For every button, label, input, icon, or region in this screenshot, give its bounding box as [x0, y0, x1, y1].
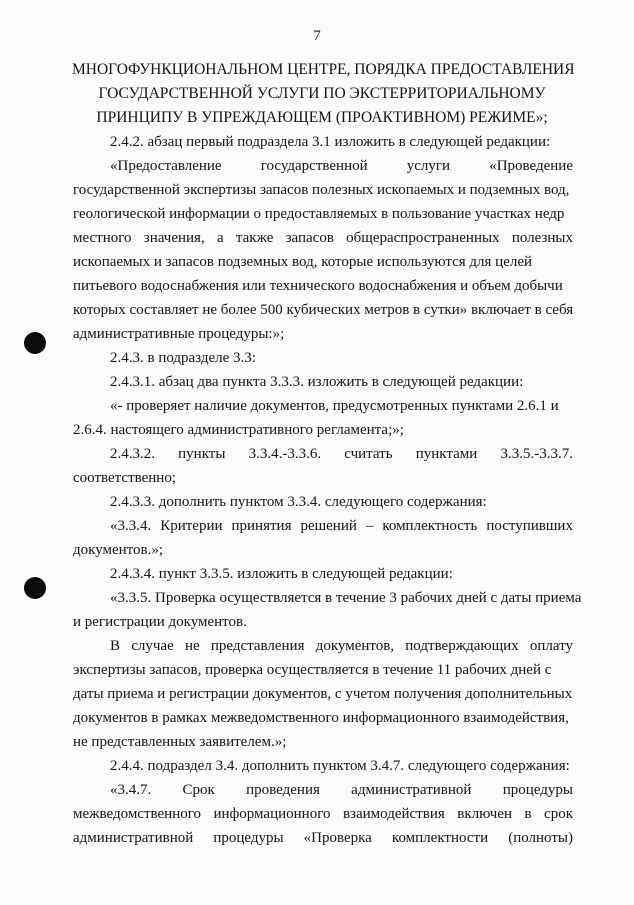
paragraph-line: 2.4.3.1. абзац два пункта 3.3.3. изложить в следующей редакции:: [110, 374, 524, 390]
paragraph-line: питьевого водоснабжения или технического водоснабжения и объем добычи: [73, 278, 563, 294]
paragraph-line: и регистрации документов.: [73, 614, 247, 630]
word: общераспространенных: [346, 230, 500, 246]
word: 2.4.3.2.: [110, 446, 155, 462]
word: случае: [131, 638, 174, 654]
paragraph-line: геологической информации о предоставляемых в пользование участках недр: [73, 206, 565, 222]
word: в: [524, 806, 532, 822]
word: решений: [300, 518, 357, 534]
word: считать: [344, 446, 393, 462]
word: принятия: [231, 518, 292, 534]
paragraph-line: 2.4.2. абзац первый подраздела 3.1 изложить в следующей редакции:: [110, 134, 551, 150]
word: пунктами: [415, 446, 478, 462]
paragraph-line: 2.4.4. подраздел 3.4. дополнить пунктом 3.4.7. следующего содержания:: [110, 758, 570, 774]
paragraph-line: «- проверяет наличие документов, предусмотренных пунктами 2.6.1 и: [110, 398, 559, 414]
paragraph-line: [73, 442, 573, 466]
paragraph-line: экспертизы запасов, проверка осуществляется в течение 11 рабочих дней с: [73, 662, 552, 678]
word: а: [216, 230, 224, 246]
word: Критерии: [160, 518, 223, 534]
paragraph-line: [73, 802, 573, 826]
word: проведения: [246, 782, 320, 798]
paragraph-line: [73, 226, 573, 250]
word: местного: [73, 230, 132, 246]
paragraph-line: 2.4.3.3. дополнить пунктом 3.3.4. следующего содержания:: [110, 494, 487, 510]
word: процедуры: [502, 782, 573, 798]
paragraph-line: [73, 154, 573, 178]
paragraph-line: 2.6.4. настоящего административного регламента;»;: [73, 422, 404, 438]
word: также: [235, 230, 274, 246]
body-text: [73, 130, 582, 850]
word: административной: [351, 782, 472, 798]
paragraph-line: [73, 514, 573, 538]
word: взаимодействия: [342, 806, 445, 822]
page-number: 7: [313, 28, 321, 44]
word: срок: [544, 806, 573, 822]
heading: [72, 58, 575, 130]
word: комплектность: [382, 518, 478, 534]
word: поступивших: [486, 518, 573, 534]
word: «Проверка: [303, 830, 372, 846]
word: полезных: [511, 230, 573, 246]
punch-hole: [24, 332, 46, 354]
word: процедуры: [213, 830, 284, 846]
paragraph-line: 2.4.3.4. пункт 3.3.5. изложить в следующей редакции:: [110, 566, 453, 582]
word: представления: [210, 638, 305, 654]
word: пункты: [178, 446, 226, 462]
paragraph-line: государственной экспертизы запасов полезных ископаемых и подземных вод,: [73, 182, 570, 198]
paragraph-line: документов в рамках межведомственного информационного взаимодействия,: [73, 710, 569, 726]
word: административной: [73, 830, 194, 846]
paragraph-line: не представленных заявителем.»;: [73, 734, 287, 750]
paragraph-line: «3.3.5. Проверка осуществляется в течение 3 рабочих дней с даты приема: [110, 590, 582, 606]
word: Срок: [182, 782, 215, 798]
word: не: [184, 638, 200, 654]
word: подтверждающих: [405, 638, 519, 654]
paragraph-line: даты приема и регистрации документов, с учетом получения дополнительных: [73, 686, 573, 702]
heading-line: МНОГОФУНКЦИОНАЛЬНОМ ЦЕНТРЕ, ПОРЯДКА ПРЕДОСТАВЛЕНИЯ: [72, 61, 575, 78]
heading-line: ПРИНЦИПУ В УПРЕЖДАЮЩЕМ (ПРОАКТИВНОМ) РЕЖИМЕ»;: [96, 109, 548, 126]
word: –: [365, 518, 374, 534]
paragraph-line: документов.»;: [73, 542, 164, 558]
word: 3.3.5.-3.3.7.: [500, 446, 573, 462]
heading-line: ГОСУДАРСТВЕННОЙ УСЛУГИ ПО ЭКСТЕРРИТОРИАЛЬНОМУ: [98, 85, 546, 102]
word: документов,: [315, 638, 395, 654]
word: оплату: [529, 638, 573, 654]
word: межведомственного: [73, 806, 202, 822]
word: информационного: [213, 806, 331, 822]
word: значения,: [143, 230, 205, 246]
word: государственной: [260, 158, 368, 174]
word: (полноты): [508, 830, 573, 846]
paragraph-line: [73, 826, 573, 850]
word: В: [110, 638, 121, 654]
paragraph-line: ископаемых и запасов подземных вод, которые используются для целей: [73, 254, 533, 270]
word: запасов: [285, 230, 334, 246]
word: включен: [457, 806, 512, 822]
word: «3.3.4.: [110, 518, 152, 534]
word: «Проведение: [489, 158, 573, 174]
paragraph-line: [73, 634, 573, 658]
paragraph-line: 2.4.3. в подразделе 3.3:: [110, 350, 256, 366]
paragraph-line: соответственно;: [73, 470, 176, 486]
paragraph-line: которых составляет не более 500 кубических метров в сутки» включает в себя: [73, 302, 574, 318]
word: комплектности: [391, 830, 489, 846]
paragraph-line: [73, 778, 573, 802]
word: «Предоставление: [110, 158, 222, 174]
word: услуги: [406, 158, 451, 174]
word: «3.4.7.: [110, 782, 152, 798]
punch-hole: [24, 577, 46, 599]
word: 3.3.4.-3.3.6.: [248, 446, 322, 462]
paragraph-line: административные процедуры:»;: [73, 326, 285, 342]
